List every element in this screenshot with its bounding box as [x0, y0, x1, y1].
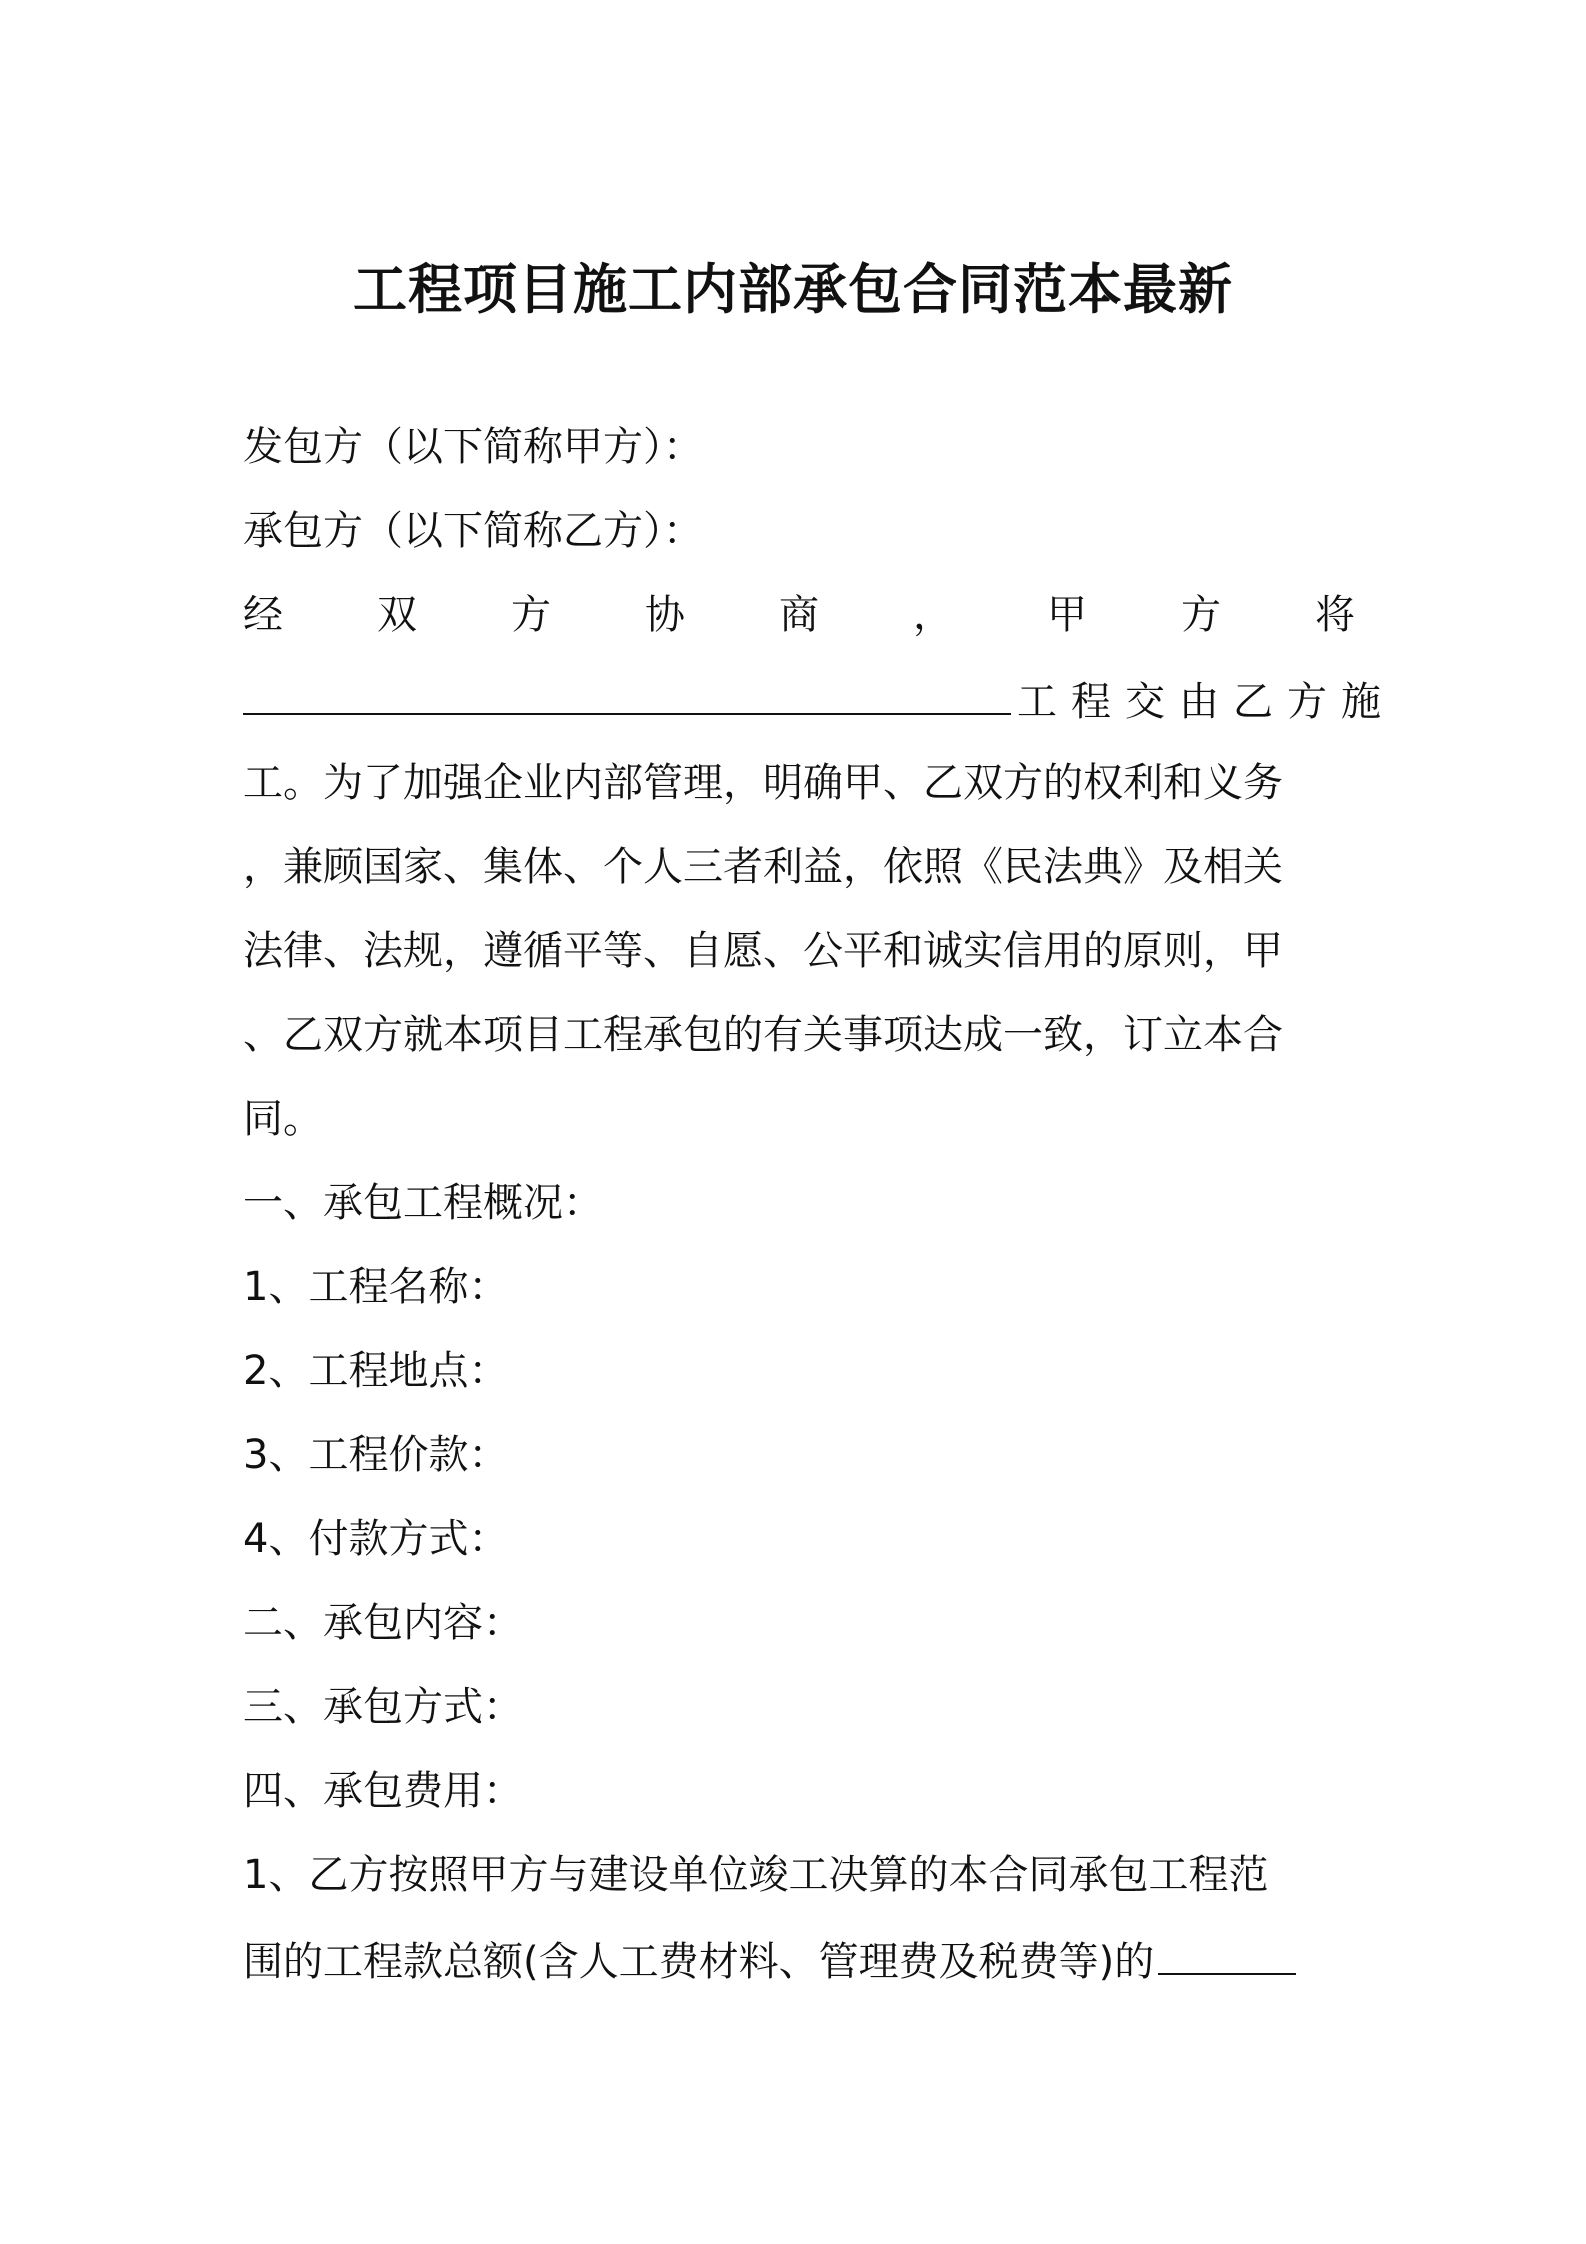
- intro-char: 经: [243, 592, 283, 638]
- section-1-heading: 一、承包工程概况：: [243, 1180, 603, 1226]
- document-title: 工程项目施工内部承包合同范本最新: [353, 258, 1233, 321]
- intro-line-6: 、乙双方就本项目工程承包的有关事项达成一致，订立本合: [243, 1012, 1283, 1058]
- intro-char: 方: [1181, 592, 1221, 638]
- section-4-heading: 四、承包费用：: [243, 1768, 523, 1814]
- percentage-blank[interactable]: [1158, 1917, 1296, 1975]
- section-3-heading: 三、承包方式：: [243, 1684, 523, 1730]
- fee-line-2-text: 围的工程款总额(含人工费材料、管理费及税费等)的: [243, 1939, 1155, 1985]
- intro-char: ，: [913, 592, 953, 638]
- intro-line-3: 工。为了加强企业内部管理，明确甲、乙双方的权利和义务: [243, 760, 1283, 806]
- intro-char: 协: [645, 592, 685, 638]
- project-name-blank[interactable]: [243, 657, 1011, 715]
- intro-char: 将: [1315, 592, 1355, 638]
- item-project-location: 2、工程地点：: [243, 1348, 509, 1394]
- intro-char: 双: [377, 592, 417, 638]
- intro-line-5: 法律、法规，遵循平等、自愿、公平和诚实信用的原则，甲: [243, 928, 1283, 974]
- party-b-line: 承包方（以下简称乙方）：: [243, 508, 703, 554]
- intro-char: 甲: [1047, 592, 1087, 638]
- intro-line-1: [243, 573, 1355, 657]
- item-project-price: 3、工程价款：: [243, 1432, 509, 1478]
- item-payment-method: 4、付款方式：: [243, 1516, 509, 1562]
- document-body: [243, 405, 1395, 2001]
- section-2-heading: 二、承包内容：: [243, 1600, 523, 1646]
- party-a-line: 发包方（以下简称甲方）：: [243, 424, 703, 470]
- intro-line-4: ，兼顾国家、集体、个人三者利益，依照《民法典》及相关: [243, 844, 1283, 890]
- fee-line-1: 1、乙方按照甲方与建设单位竣工决算的本合同承包工程范: [243, 1852, 1269, 1898]
- intro-line-7: 同。: [243, 1096, 323, 1142]
- fee-line-2: [243, 1917, 1355, 2001]
- item-project-name: 1、工程名称：: [243, 1264, 509, 1310]
- intro-line-2-text: 工程交由乙方施: [1017, 679, 1395, 725]
- intro-char: 商: [779, 592, 819, 638]
- intro-line-2: [243, 657, 1395, 741]
- intro-char: 方: [511, 592, 551, 638]
